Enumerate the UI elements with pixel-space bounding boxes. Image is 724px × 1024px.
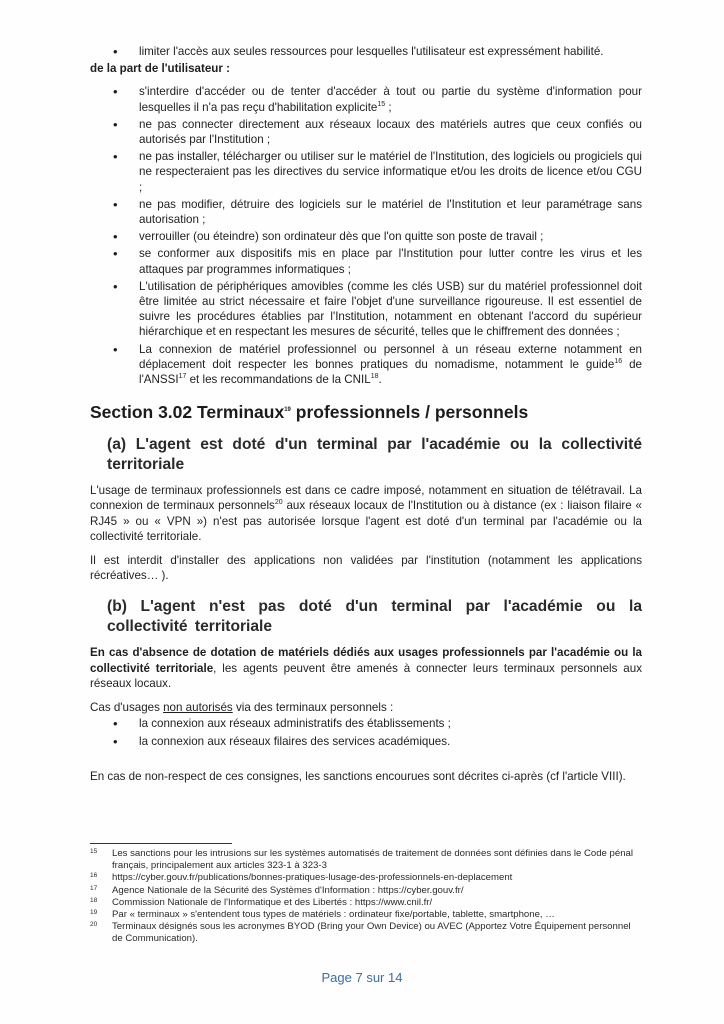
page-body bbox=[90, 44, 642, 793]
footnote-item bbox=[90, 872, 642, 884]
footnote-ref[interactable]: 16 bbox=[614, 358, 623, 365]
list-item-text: ne pas installer, télécharger ou utiliser sur le matériel de l'Institution, des logiciels ou progiciels qui ne respecteraient pas les directives du service informatique et/ou les droits de licence et/ou CGU ; bbox=[139, 150, 642, 194]
section-heading-text: Section 3.02 Terminaux bbox=[90, 402, 285, 423]
bullet-icon: • bbox=[113, 84, 118, 100]
bullet-icon: • bbox=[113, 733, 118, 749]
footnote-item bbox=[90, 848, 642, 872]
section-heading bbox=[90, 401, 642, 423]
footnote-item bbox=[90, 897, 642, 909]
user-obligations-label: de la part de l'utilisateur : bbox=[90, 62, 230, 76]
sanctions-paragraph: En cas de non-respect de ces consignes, les sanctions encourues sont décrites ci-après (cf l'article VIII). bbox=[90, 769, 626, 783]
list-item-text: de l'ANSSI bbox=[139, 357, 642, 387]
paragraph-text: , les agents peuvent être amenés à connecter leurs terminaux personnels aux réseaux locaux. bbox=[90, 661, 642, 690]
footnote-ref[interactable]: 17 bbox=[178, 373, 187, 381]
footnote-number: 17 bbox=[90, 884, 98, 892]
list-item bbox=[113, 44, 642, 59]
list-item bbox=[113, 279, 642, 340]
bullet-icon: • bbox=[113, 149, 118, 165]
list-item bbox=[113, 197, 642, 227]
list-item-text-end: ; bbox=[385, 100, 392, 114]
admin-obligations-list bbox=[90, 44, 642, 59]
footnote-text: Par « terminaux » s'entendent tous types de matériels : ordinateur fixe/portable, tablette, smartphone, … bbox=[112, 909, 555, 921]
underlined-text: non autorisés bbox=[163, 701, 233, 715]
paragraph-text: Cas d'usages bbox=[90, 701, 164, 715]
footnote-separator bbox=[90, 843, 232, 844]
footnote-ref[interactable]: 15 bbox=[377, 100, 386, 108]
user-obligations-list bbox=[90, 84, 642, 387]
unauthorized-cases-list bbox=[90, 716, 642, 748]
list-item-text: et les recommandations de la CNIL bbox=[186, 373, 371, 387]
subsection-a-paragraph bbox=[90, 483, 642, 544]
bullet-icon: • bbox=[113, 229, 118, 245]
bullet-icon: • bbox=[113, 116, 118, 132]
bullet-icon: • bbox=[113, 246, 118, 262]
list-item bbox=[113, 246, 642, 276]
footnote-ref[interactable]: 18 bbox=[370, 373, 379, 381]
list-item-text: la connexion aux réseaux filaires des services académiques. bbox=[139, 734, 451, 748]
list-item bbox=[113, 734, 642, 749]
footnote-number: 20 bbox=[90, 921, 98, 929]
list-item bbox=[113, 149, 642, 195]
paragraph-text: via des terminaux personnels : bbox=[232, 701, 394, 715]
bullet-icon: • bbox=[113, 196, 118, 212]
list-item bbox=[113, 716, 642, 731]
footnotes bbox=[90, 843, 642, 946]
subsection-b-paragraph bbox=[90, 645, 642, 691]
section-heading-text: professionnels / personnels bbox=[290, 402, 529, 423]
list-item-text: se conformer aux dispositifs mis en place par l'Institution pour lutter contre les virus et les attaques par programmes informatiques ; bbox=[139, 247, 642, 276]
footnote-item bbox=[90, 885, 642, 897]
list-item bbox=[113, 84, 642, 114]
footnote-item bbox=[90, 909, 642, 921]
subsection-b-heading: (b) L'agent n'est pas doté d'un terminal par l'académie ou la collectivité territoriale bbox=[107, 598, 642, 636]
subsection-a-heading: (a) L'agent est doté d'un terminal par l'académie ou la collectivité territoriale bbox=[107, 436, 642, 474]
footnote-number: 18 bbox=[90, 896, 98, 904]
unauthorized-cases-intro bbox=[90, 700, 642, 715]
footnote-ref[interactable]: 20 bbox=[274, 499, 283, 507]
list-item-text: . bbox=[378, 373, 382, 387]
footnote-number: 16 bbox=[90, 872, 98, 880]
page-number: Page 7 sur 14 bbox=[321, 970, 403, 985]
footnote-number: 19 bbox=[90, 909, 98, 917]
footnote-link[interactable]: https://cyber.gouv.fr/publications/bonnes-pratiques-lusage-des-professionnels-en-deplacement bbox=[112, 872, 513, 884]
list-item-text: ne pas connecter directement aux réseaux locaux des matériels autres que ceux confiés ou autorisés par l'Institution ; bbox=[139, 117, 642, 147]
bullet-icon: • bbox=[113, 278, 118, 294]
list-item-text: s'interdire d'accéder ou de tenter d'accéder à tout ou partie du système d'information pour lesquelles il n'a pas reçu d'habilitation explicite bbox=[139, 85, 642, 114]
list-item bbox=[113, 117, 642, 147]
footnote-number: 15 bbox=[90, 848, 98, 855]
list-item bbox=[113, 342, 642, 388]
list-item bbox=[113, 229, 642, 244]
bullet-icon: • bbox=[113, 716, 118, 732]
list-item-text: L'utilisation de périphériques amovibles (comme les clés USB) sur du matériel professionnel doit être limitée au strict nécessaire et faire l'objet d'une surveillance rigoureuse. Il est essentiel de suivre les procédures établies par l'Institution, notamment en obtenant l'accord du supérieur hiérarchique et en respectant les mesures de sécurité, telles que le chiffrement des données ; bbox=[139, 279, 642, 339]
list-item-text: la connexion aux réseaux administratifs des établissements ; bbox=[139, 717, 451, 731]
footnote-text: Les sanctions pour les intrusions sur les systèmes automatisés de traitement de données sont définies dans le Code pénal français, principalement aux articles 323-1 à 323-3 bbox=[112, 848, 634, 872]
footnote-text: Commission Nationale de l'Informatique et des Libertés : https://www.cnil.fr/ bbox=[112, 896, 433, 908]
list-item-text: verrouiller (ou éteindre) son ordinateur dès que l'on quitte son poste de travail ; bbox=[139, 230, 544, 244]
subsection-a-paragraph-2: Il est interdit d'installer des applications non validées par l'institution (notamment les applications récréatives… ). bbox=[90, 554, 642, 583]
paragraph-text: L'usage de terminaux professionnels est dans ce cadre imposé, notamment en situation de télétravail. La connexion de terminaux personnels bbox=[90, 484, 642, 513]
list-item-text: limiter l'accès aux seules ressources pour lesquelles l'utilisateur est expressément habilité. bbox=[139, 45, 604, 58]
footnote-ref[interactable]: 19 bbox=[284, 407, 291, 414]
list-item-text: La connexion de matériel professionnel ou personnel à un réseau externe notamment en déplacement doit respecter les bonnes pratiques du nomadisme, notamment le guide bbox=[139, 342, 642, 371]
paragraph-text: aux réseaux locaux de l'Institution ou à distance (ex : liaison filaire « RJ45 » ou « VPN ») n'est pas autorisée lorsque l'agent est doté d'un terminal par l'académie ou la collectivité territoriale. bbox=[90, 499, 642, 543]
list-item-text: ne pas modifier, détruire des logiciels sur le matériel de l'Institution et leur paramétrage sans autorisation ; bbox=[139, 197, 642, 227]
bullet-icon: • bbox=[113, 341, 118, 357]
bullet-icon: • bbox=[113, 44, 118, 59]
footnote-text: Agence Nationale de la Sécurité des Systèmes d'Information : https://cyber.gouv.fr/ bbox=[112, 884, 464, 896]
footnote-item bbox=[90, 921, 642, 945]
paragraph-bold-text: En cas d'absence de dotation de matériels dédiés aux usages professionnels par l'académie ou la collectivité territoriale bbox=[90, 646, 642, 675]
footnote-text: Terminaux désignés sous les acronymes BYOD (Bring your Own Device) ou AVEC (Apportez Votre Équipement personnel de Communication). bbox=[112, 921, 631, 945]
